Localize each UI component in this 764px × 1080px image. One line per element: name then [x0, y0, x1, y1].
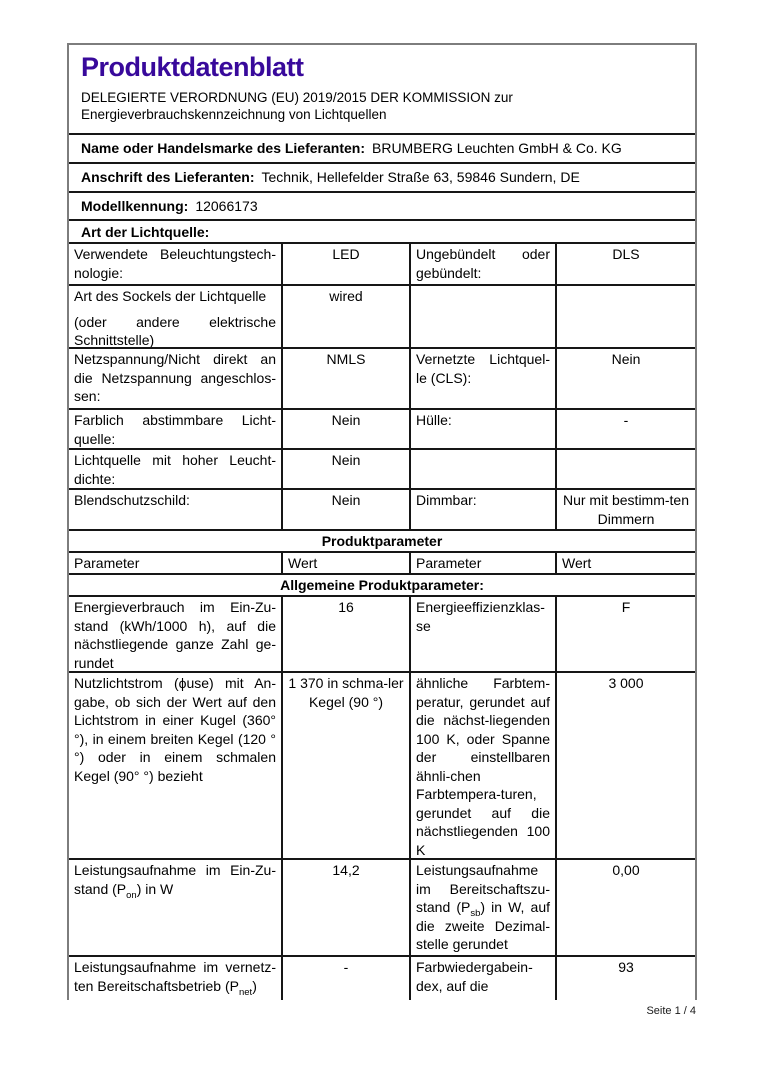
- param-label: ähnliche Farbtem-peratur, gerundet auf die nächst-liegenden 100 K, oder Spanne der einstellbaren ähnli-chen Farbtempera-turen, gerundet auf die nächstliegenden 100 K: [409, 673, 555, 858]
- table-row: [69, 284, 695, 347]
- param-value: Nur mit bestimm-ten Dimmern: [555, 490, 695, 529]
- param-value: DLS: [555, 244, 695, 284]
- page-number: Seite 1 / 4: [646, 1005, 696, 1017]
- light-source-type-label: Art der Lichtquelle:: [81, 224, 210, 240]
- param-label: Ungebündelt oder gebündelt:: [409, 244, 555, 284]
- column-header: Parameter: [74, 555, 140, 571]
- table-row: [69, 408, 695, 448]
- document-header: [69, 45, 695, 133]
- param-label: Farbwiedergabein-dex, auf die: [409, 957, 555, 1000]
- table-row: [69, 671, 695, 858]
- supplier-address-value: Technik, Hellefelder Straße 63, 59846 Sundern, DE: [261, 169, 580, 185]
- regulation-line-1: DELEGIERTE VERORDNUNG (EU) 2019/2015 DER KOMMISSION zur: [81, 90, 513, 105]
- supplier-name-row: [69, 133, 695, 162]
- table-row: [69, 242, 695, 284]
- table-row: [69, 955, 695, 1000]
- param-value: 16: [281, 597, 409, 671]
- table-row: [69, 595, 695, 671]
- table-row: [69, 448, 695, 488]
- param-value: Nein: [281, 450, 409, 488]
- param-label: [409, 286, 555, 347]
- param-label: Blendschutzschild:: [74, 492, 190, 508]
- param-value: -: [555, 410, 695, 448]
- section-header-allgemeine-produktparameter: Allgemeine Produktparameter:: [69, 573, 695, 595]
- supplier-name-label: Name oder Handelsmarke des Lieferanten:: [81, 140, 365, 156]
- param-value: wired: [281, 286, 409, 347]
- supplier-address-row: [69, 162, 695, 191]
- param-value: [555, 450, 695, 488]
- param-value: LED: [281, 244, 409, 284]
- table-row: [69, 347, 695, 408]
- param-label: Energieeffizienzklas-se: [409, 597, 555, 671]
- param-label: Energieverbrauch im Ein-Zu-stand (kWh/1000 h), auf die nächstliegende ganze Zahl ge-rundet: [74, 599, 276, 671]
- param-value: 93: [555, 957, 695, 1000]
- table-row: [69, 488, 695, 529]
- supplier-address-label: Anschrift des Lieferanten:: [81, 169, 255, 185]
- column-header: Wert: [281, 553, 409, 573]
- param-label: [409, 450, 555, 488]
- column-header: Wert: [555, 553, 695, 573]
- param-value: 1 370 in schma-ler Kegel (90 °): [281, 673, 409, 858]
- param-label: Farblich abstimmbare Licht-quelle:: [74, 412, 276, 447]
- param-label: Dimmbar:: [409, 490, 555, 529]
- column-header-row: [69, 551, 695, 573]
- light-source-type-row: [69, 219, 695, 242]
- regulation-line-2: Energieverbrauchskennzeichnung von Lichtquellen: [81, 107, 387, 122]
- supplier-name-value: BRUMBERG Leuchten GmbH & Co. KG: [372, 140, 622, 156]
- column-header: Parameter: [409, 553, 555, 573]
- param-value: -: [281, 957, 409, 1000]
- param-label: Verwendete Beleuchtungstech-nologie:: [74, 246, 276, 281]
- param-value: F: [555, 597, 695, 671]
- param-label: Vernetzte Lichtquel-le (CLS):: [409, 349, 555, 408]
- model-id-value: 12066173: [195, 198, 258, 214]
- model-id-row: [69, 191, 695, 219]
- param-label: Leistungsaufnahme im Bereitschaftszu-stand $(P_{sb})$ in W, auf die zweite Dezimal-stelle gerundet: [409, 860, 555, 955]
- param-value: 14,2: [281, 860, 409, 955]
- param-value: NMLS: [281, 349, 409, 408]
- model-id-label: Modellkennung:: [81, 198, 189, 214]
- param-label: Leistungsaufnahme im vernetz-ten Bereitschaftsbetrieb $(P_{net})$: [74, 959, 276, 998]
- param-value: Nein: [555, 349, 695, 408]
- page-title: Produktdatenblatt: [81, 52, 304, 82]
- param-label: Netzspannung/Nicht direkt an die Netzspannung angeschlos-sen:: [74, 351, 276, 404]
- param-value: Nein: [281, 490, 409, 529]
- param-label: Nutzlichtstrom (ϕuse) mit An-gabe, ob sich der Wert auf den Lichtstrom in einer Kugel (360° °), in einem breiten Kegel (120 °°) oder in einem schmalen Kegel (90° °) bezieht: [74, 675, 276, 784]
- param-label: Hülle:: [409, 410, 555, 448]
- datasheet-page-frame: [67, 43, 697, 1000]
- section-header-produktparameter: Produktparameter: [69, 529, 695, 551]
- param-label: Art des Sockels der Lichtquelle (oder andere elektrische Schnittstelle): [74, 288, 276, 347]
- param-value: Nein: [281, 410, 409, 448]
- param-value: [555, 286, 695, 347]
- param-value: 0,00: [555, 860, 695, 955]
- param-label: Leistungsaufnahme im Ein-Zu-stand $(P_{on})$ in W: [74, 862, 276, 901]
- param-label: Lichtquelle mit hoher Leucht-dichte:: [74, 452, 276, 487]
- table-row: [69, 858, 695, 955]
- param-value: 3 000: [555, 673, 695, 858]
